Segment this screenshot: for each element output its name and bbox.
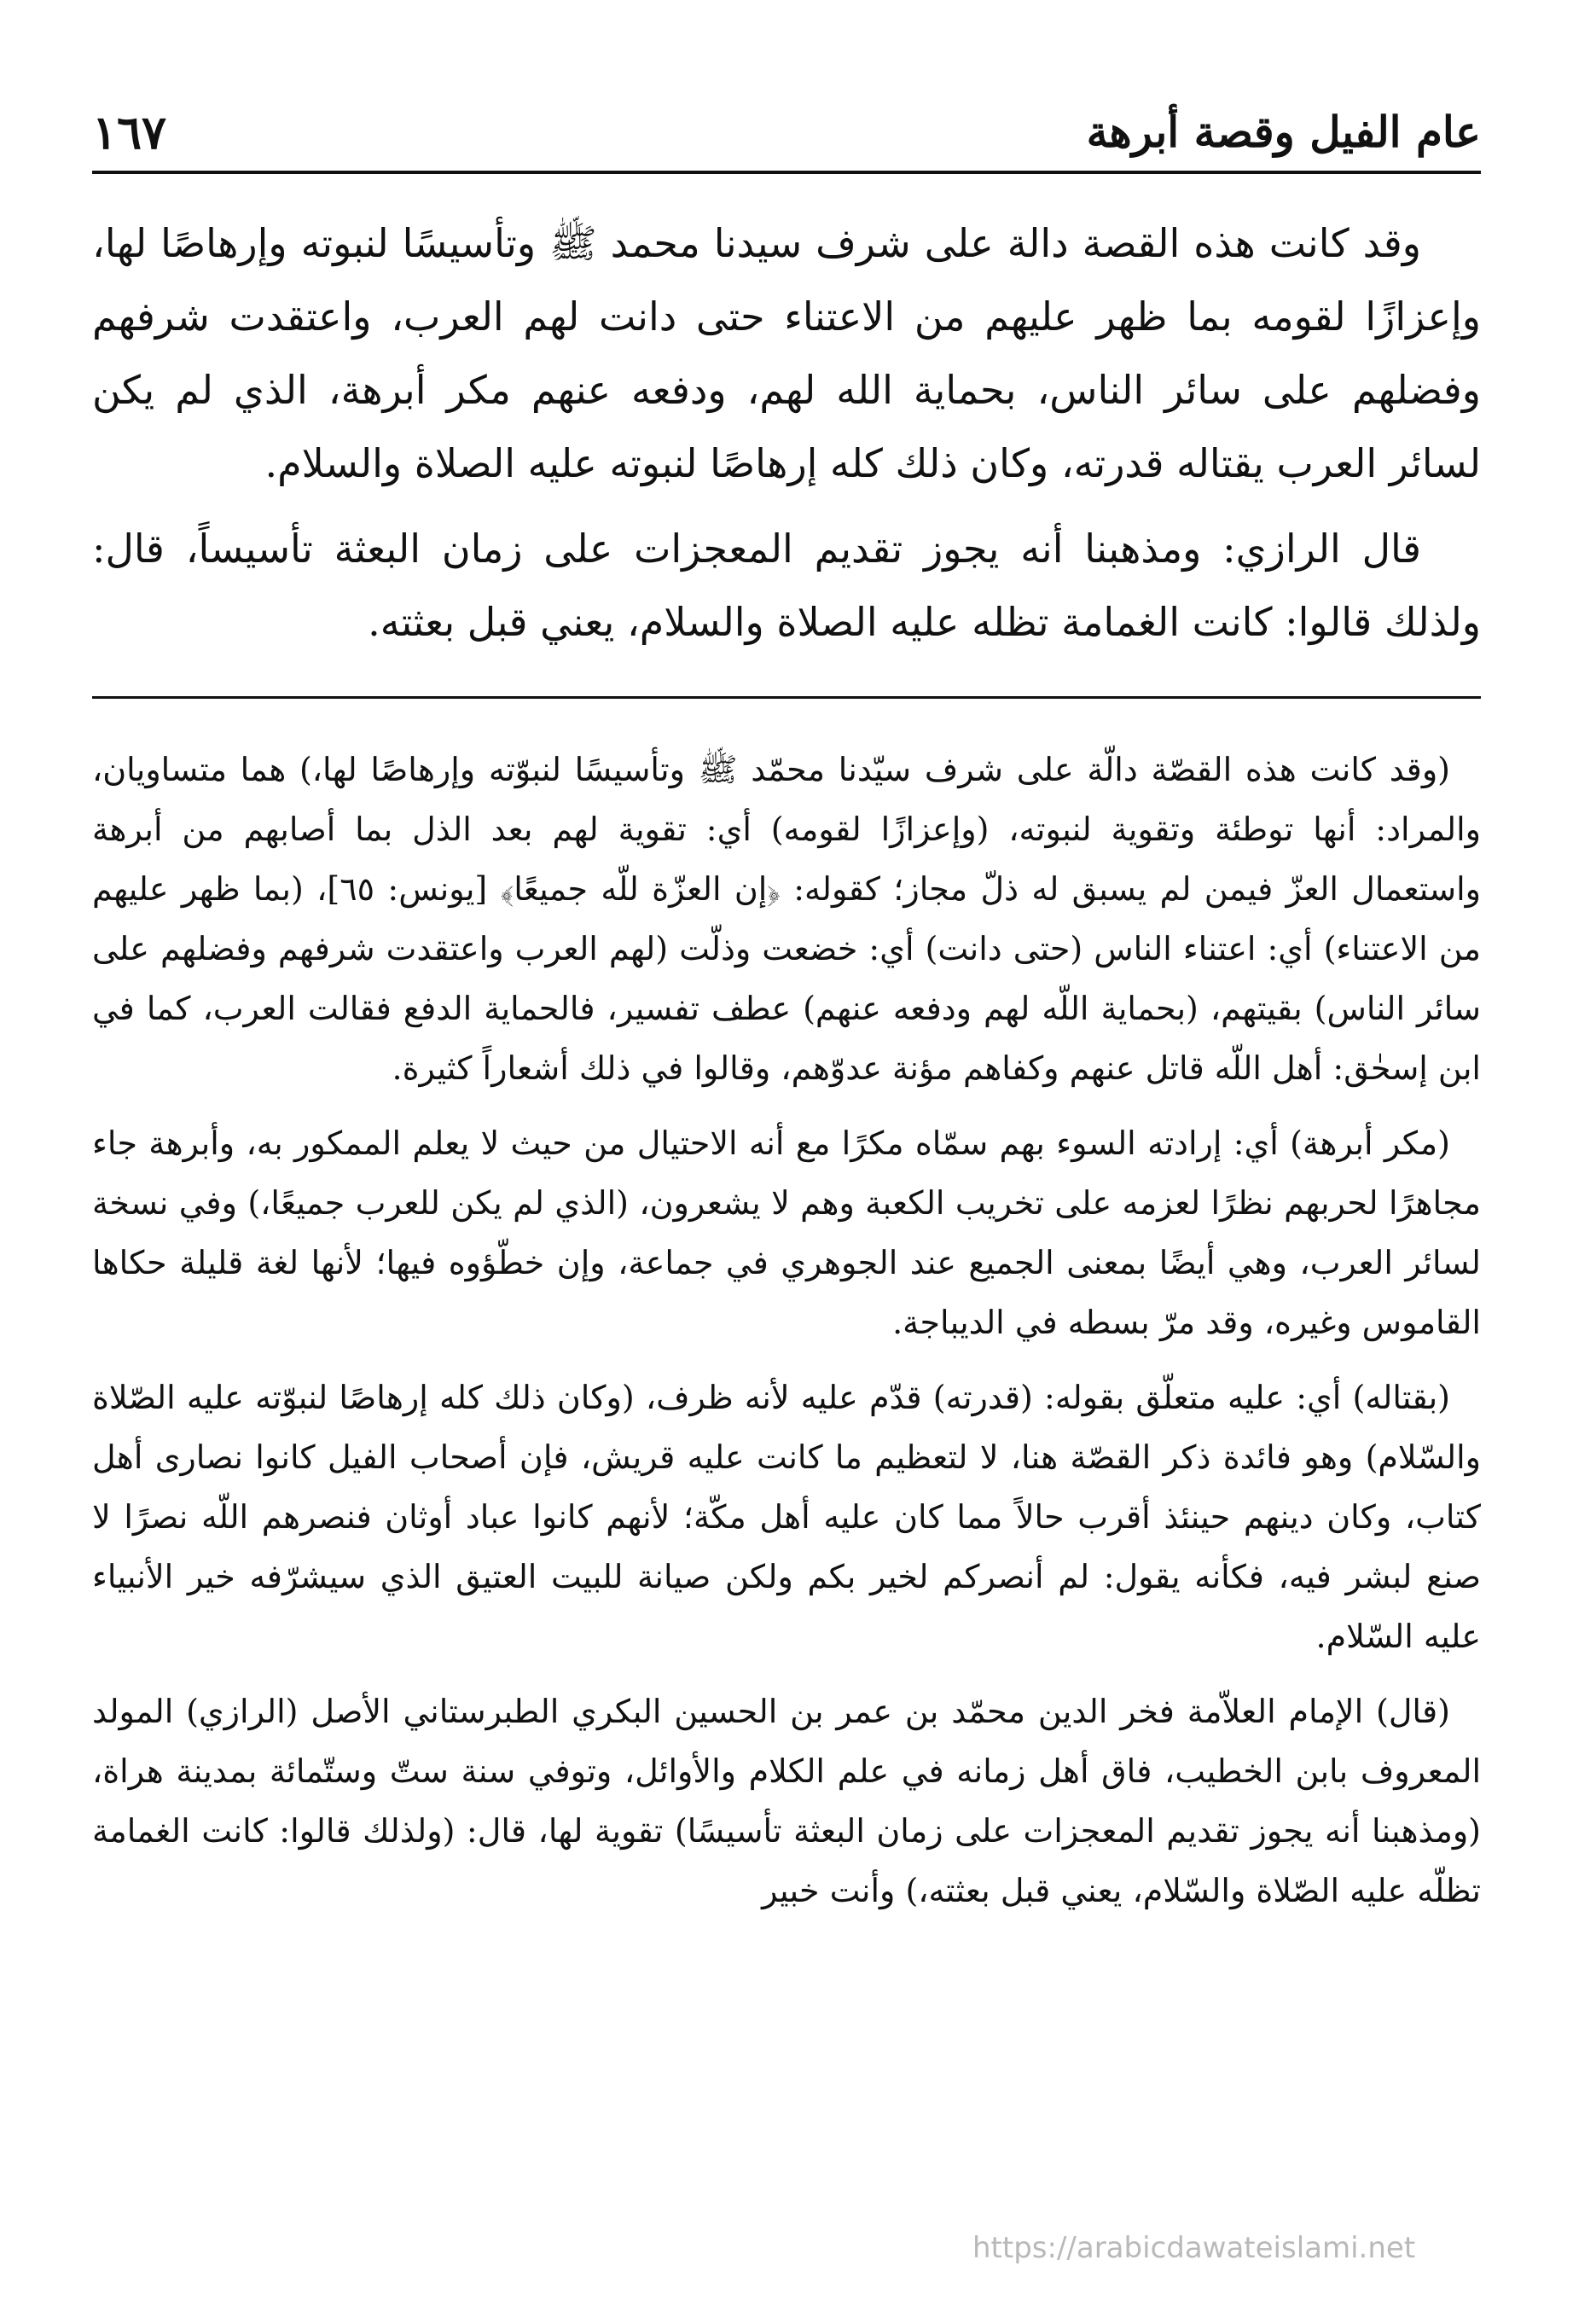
main-paragraph: قال الرازي: ومذهبنا أنه يجوز تقديم المعجزات على زمان البعثة تأسيساً، قال: ولذلك قالوا: كانت الغمامة تظله عليه الصلاة والسلام، يعني قبل بعثته.	[92, 526, 1481, 645]
commentary-paragraph: (بقتاله) أي: عليه متعلّق بقوله: (قدرته) قدّم عليه لأنه ظرف، (وكان ذلك كله إرهاصًا لنبوّته عليه الصّلاة والسّلام) وهو فائدة ذكر القصّة هنا، لا لتعظيم ما كانت عليه قريش، فإن أصحاب الفيل كانوا نصارى أهل كتاب، وكان دينهم حينئذ أقرب حالاً مما كان عليه أهل مكّة؛ لأنهم كانوا عباد أوثان فنصرهم اللّه نصرًا لا صنع لبشر فيه، فكأنه يقول: لم أنصركم لخير بكم ولكن صيانة للبيت العتيق الذي سيشرّفه خير الأنبياء عليه السّلام.	[92, 1379, 1481, 1655]
section-divider	[92, 696, 1481, 699]
commentary-text	[92, 740, 1481, 1920]
main-paragraph: وقد كانت هذه القصة دالة على شرف سيدنا محمد ﷺ وتأسيسًا لنبوته وإرهاصًا لها، وإعزازًا لقومه بما ظهر عليهم من الاعتناء حتى دانت لهم العرب، واعتقدت شرفهم وفضلهم على سائر الناس، بحماية الله لهم، ودفعه عنهم مكر أبرهة، الذي لم يكن لسائر العرب يقتاله قدرته، وكان ذلك كله إرهاصًا لنبوته عليه الصلاة والسلام.	[92, 220, 1481, 486]
main-text	[92, 206, 1481, 659]
commentary-paragraph: (قال) الإمام العلاّمة فخر الدين محمّد بن عمر بن الحسين البكري الطبرستاني الأصل (الرازي) المولد المعروف بابن الخطيب، فاق أهل زمانه في علم الكلام والأوائل، وتوفي سنة ستّ وستّمائة بمدينة هراة، (ومذهبنا أنه يجوز تقديم المعجزات على زمان البعثة تأسيسًا) تقوية لها، قال: (ولذلك قالوا: كانت الغمامة تظلّه عليه الصّلاة والسّلام، يعني قبل بعثته،) وأنت خبير	[92, 1693, 1481, 1909]
book-page	[92, 85, 1481, 2269]
page-number: ١٦٧	[92, 105, 167, 160]
commentary-paragraph: (وقد كانت هذه القصّة دالّة على شرف سيّدنا محمّد ﷺ وتأسيسًا لنبوّته وإرهاصًا لها،) هما متساويان، والمراد: أنها توطئة وتقوية لنبوته، (وإعزازًا لقومه) أي: تقوية لهم بعد الذل بما أصابهم من أبرهة واستعمال العزّ فيمن لم يسبق له ذلّ مجاز؛ كقوله: ﴿إن العزّة للّه جميعًا﴾ [يونس: ٦٥]، (بما ظهر عليهم من الاعتناء) أي: اعتناء الناس (حتى دانت) أي: خضعت وذلّت (لهم العرب واعتقدت شرفهم وفضلهم على سائر الناس) بقيتهم، (بحماية اللّه لهم ودفعه عنهم) عطف تفسير، فالحماية الدفع فقالت العرب، كما في ابن إسحٰق: أهل اللّه قاتل عنهم وكفاهم مؤنة عدوّهم، وقالوا في ذلك أشعاراً كثيرة.	[92, 751, 1482, 1087]
commentary-paragraph: (مكر أبرهة) أي: إرادته السوء بهم سمّاه مكرًا مع أنه الاحتيال من حيث لا يعلم الممكور به، وأبرهة جاء مجاهرًا لحربهم نظرًا لعزمه على تخريب الكعبة وهم لا يشعرون، (الذي لم يكن للعرب جميعًا،) وفي نسخة لسائر العرب، وهي أيضًا بمعنى الجميع عند الجوهري في جماعة، وإن خطّؤوه فيها؛ لأنها لغة قليلة حكاها القاموس وغيره، وقد مرّ بسطه في الديباجة.	[92, 1124, 1481, 1341]
source-watermark: https://arabicdawateislami.net	[972, 2231, 1416, 2265]
running-title: عام الفيل وقصة أبرهة	[1086, 107, 1481, 157]
page-header	[92, 85, 1481, 174]
